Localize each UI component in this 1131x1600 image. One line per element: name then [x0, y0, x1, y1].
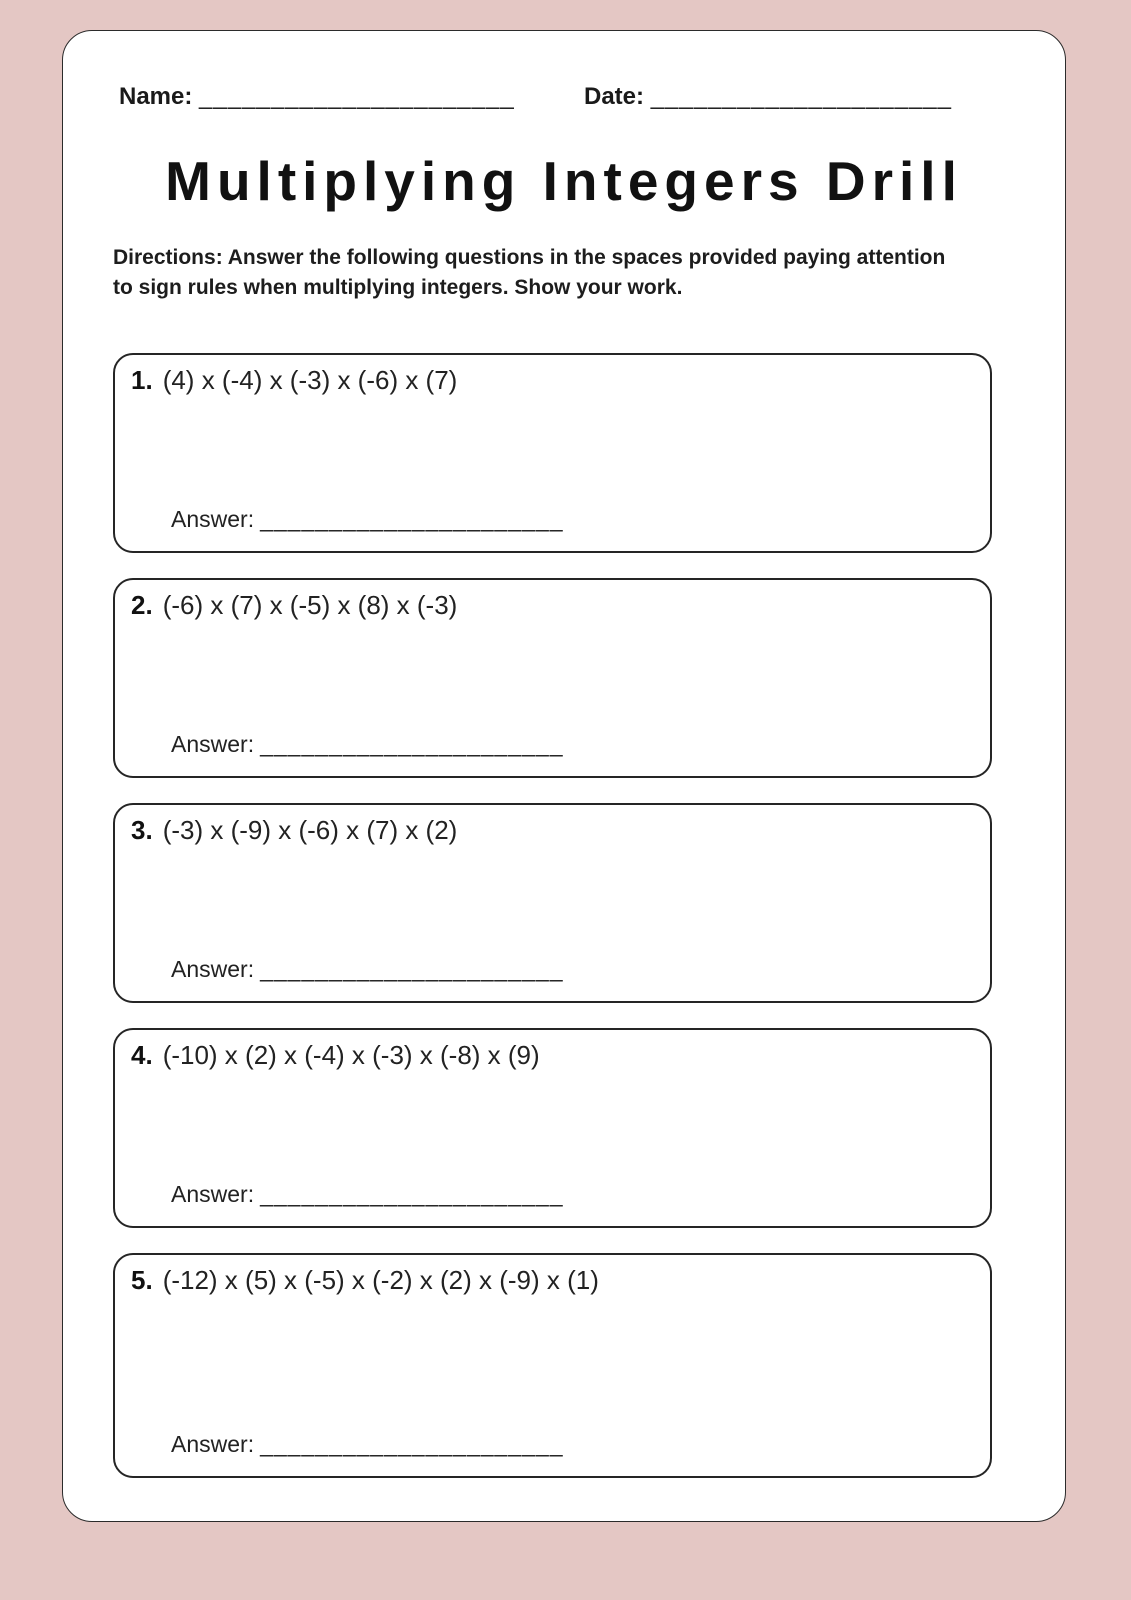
answer-blank-line: ______________________: [260, 1431, 564, 1457]
question-number: 5.: [131, 1265, 153, 1295]
date-blank-line: _____________________: [650, 83, 952, 110]
question-expression: (4) x (-4) x (-3) x (-6) x (7): [162, 365, 458, 395]
name-field: [119, 83, 515, 111]
answer-row: [171, 956, 564, 983]
answer-label: Answer:: [171, 731, 255, 757]
question-box-2: [113, 578, 992, 778]
question-expression: (-6) x (7) x (-5) x (8) x (-3): [162, 590, 458, 620]
answer-blank-line: ______________________: [260, 956, 564, 982]
question-box-3: [113, 803, 992, 1003]
question-expression: (-12) x (5) x (-5) x (-2) x (2) x (-9) x (1): [162, 1265, 599, 1295]
question-box-5: [113, 1253, 992, 1478]
answer-row: [171, 1431, 564, 1458]
answer-label: Answer:: [171, 506, 255, 532]
question-line: [131, 590, 457, 621]
question-expression: (-10) x (2) x (-4) x (-3) x (-8) x (9): [162, 1040, 540, 1070]
question-expression: (-3) x (-9) x (-6) x (7) x (2): [162, 815, 458, 845]
answer-blank-line: ______________________: [260, 1181, 564, 1207]
name-label: Name:: [119, 83, 193, 110]
answer-row: [171, 506, 564, 533]
question-number: 3.: [131, 815, 153, 845]
answer-row: [171, 1181, 564, 1208]
answer-row: [171, 731, 564, 758]
question-number: 2.: [131, 590, 153, 620]
page-title: Multiplying Integers Drill: [165, 150, 963, 212]
question-box-4: [113, 1028, 992, 1228]
question-line: [131, 815, 457, 846]
question-box-1: [113, 353, 992, 553]
directions-text: Directions: Answer the following questions in the spaces provided paying attention to sign rules when multiplying integers. Show your work.: [113, 246, 946, 299]
date-field: [584, 83, 952, 111]
question-line: [131, 1265, 599, 1296]
answer-blank-line: ______________________: [260, 506, 564, 532]
name-blank-line: ______________________: [199, 83, 515, 110]
date-label: Date:: [584, 83, 645, 110]
answer-label: Answer:: [171, 1431, 255, 1457]
question-number: 1.: [131, 365, 153, 395]
header-row: [63, 83, 1065, 117]
question-number: 4.: [131, 1040, 153, 1070]
answer-blank-line: ______________________: [260, 731, 564, 757]
question-line: [131, 1040, 540, 1071]
answer-label: Answer:: [171, 956, 255, 982]
question-line: [131, 365, 457, 396]
answer-label: Answer:: [171, 1181, 255, 1207]
worksheet-page: [62, 30, 1066, 1522]
